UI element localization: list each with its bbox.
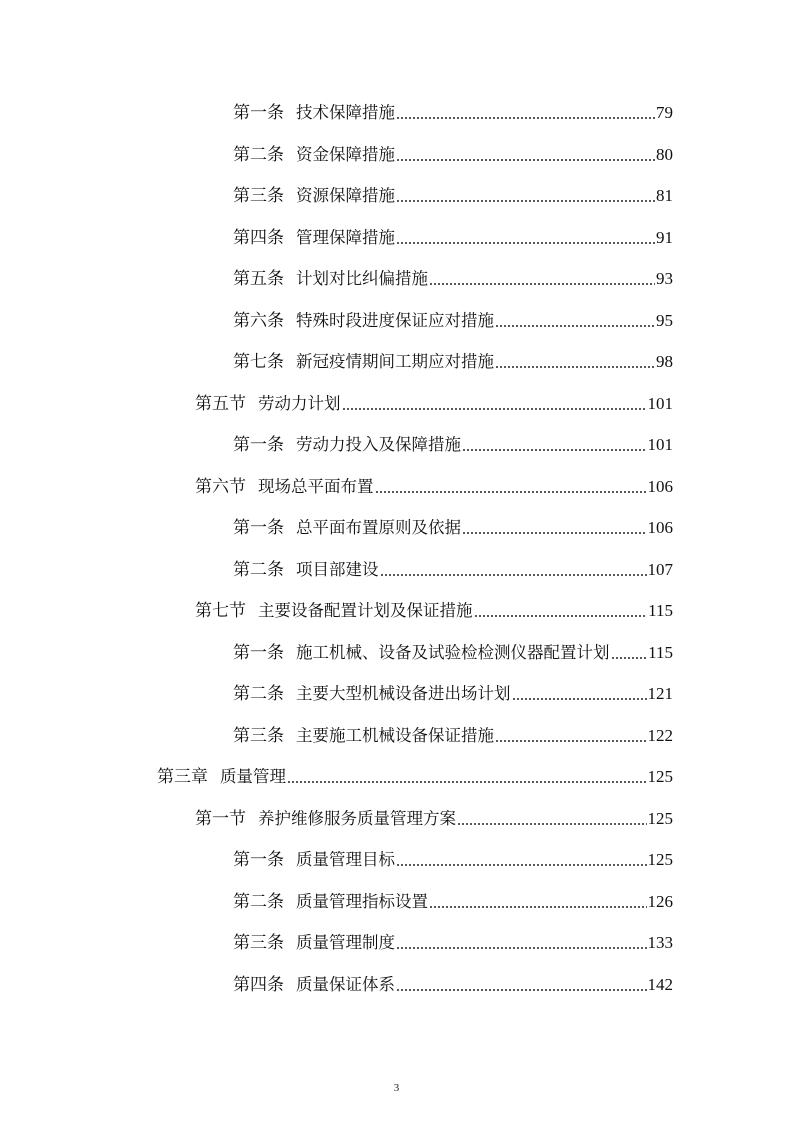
dot-leader bbox=[512, 698, 647, 700]
toc-entry[interactable] bbox=[233, 304, 673, 332]
entry-page-number: 142 bbox=[647, 975, 673, 994]
entry-page-number: 106 bbox=[647, 518, 673, 537]
entry-number: 第四条 bbox=[233, 975, 284, 995]
entry-number: 第二条 bbox=[233, 560, 284, 580]
entry-title: 主要大型机械设备进出场计划 bbox=[296, 684, 511, 703]
entry-number: 第一条 bbox=[233, 643, 284, 663]
dot-leader bbox=[495, 325, 655, 327]
dot-leader bbox=[396, 242, 655, 244]
entry-number: 第六条 bbox=[233, 311, 284, 331]
entry-number: 第七条 bbox=[233, 352, 284, 372]
dot-leader bbox=[611, 657, 648, 659]
dot-leader bbox=[380, 574, 647, 576]
entry-title: 劳动力投入及保障措施 bbox=[296, 435, 461, 454]
dot-leader bbox=[396, 200, 655, 202]
dot-leader bbox=[474, 615, 648, 617]
entry-page-number: 115 bbox=[648, 601, 673, 620]
entry-number: 第二条 bbox=[233, 145, 284, 165]
toc-entry[interactable] bbox=[233, 179, 673, 207]
toc-entry[interactable] bbox=[233, 428, 673, 456]
entry-title: 质量管理 bbox=[220, 767, 286, 786]
toc-entry[interactable] bbox=[233, 262, 673, 290]
toc-entry[interactable] bbox=[233, 511, 673, 539]
entry-page-number: 121 bbox=[647, 684, 673, 703]
entry-number: 第五条 bbox=[233, 269, 284, 289]
toc-entry[interactable] bbox=[233, 96, 673, 124]
dot-leader bbox=[396, 159, 655, 161]
entry-number: 第四条 bbox=[233, 228, 284, 248]
entry-page-number: 115 bbox=[648, 643, 673, 662]
entry-title: 质量管理指标设置 bbox=[296, 892, 428, 911]
dot-leader bbox=[429, 283, 655, 285]
entry-page-number: 101 bbox=[647, 394, 673, 413]
entry-number: 第一条 bbox=[233, 850, 284, 870]
entry-number: 第七节 bbox=[195, 601, 246, 621]
entry-title: 项目部建设 bbox=[296, 560, 379, 579]
toc-entry[interactable] bbox=[233, 926, 673, 954]
dot-leader bbox=[396, 864, 647, 866]
entry-number: 第三条 bbox=[233, 186, 284, 206]
toc-entry[interactable] bbox=[157, 760, 673, 788]
toc-entry[interactable] bbox=[195, 470, 673, 498]
entry-title: 劳动力计划 bbox=[258, 394, 341, 413]
entry-page-number: 125 bbox=[647, 850, 673, 869]
entry-title: 养护维修服务质量管理方案 bbox=[258, 809, 456, 828]
dot-leader bbox=[462, 449, 647, 451]
toc-entry[interactable] bbox=[233, 345, 673, 373]
entry-title: 新冠疫情期间工期应对措施 bbox=[296, 352, 494, 371]
dot-leader bbox=[396, 989, 647, 991]
toc-entry[interactable] bbox=[233, 968, 673, 996]
toc-entry[interactable] bbox=[233, 553, 673, 581]
toc-entry[interactable] bbox=[195, 802, 673, 830]
entry-page-number: 101 bbox=[647, 435, 673, 454]
entry-title: 计划对比纠偏措施 bbox=[296, 269, 428, 288]
entry-title: 总平面布置原则及依据 bbox=[296, 518, 461, 537]
entry-page-number: 93 bbox=[656, 269, 673, 288]
toc-entry[interactable] bbox=[233, 843, 673, 871]
entry-title: 资金保障措施 bbox=[296, 145, 395, 164]
dot-leader bbox=[462, 532, 647, 534]
dot-leader bbox=[342, 408, 647, 410]
entry-title: 现场总平面布置 bbox=[258, 477, 374, 496]
entry-title: 质量保证体系 bbox=[296, 975, 395, 994]
entry-number: 第五节 bbox=[195, 394, 246, 414]
entry-number: 第一条 bbox=[233, 518, 284, 538]
entry-title: 主要设备配置计划及保证措施 bbox=[258, 601, 473, 620]
page-number-footer: 3 bbox=[393, 1082, 400, 1094]
entry-title: 施工机械、设备及试验检检测仪器配置计划 bbox=[296, 643, 610, 662]
dot-leader bbox=[457, 823, 647, 825]
entry-number: 第三章 bbox=[157, 767, 208, 787]
entry-page-number: 133 bbox=[647, 933, 673, 952]
entry-title: 技术保障措施 bbox=[296, 103, 395, 122]
entry-page-number: 122 bbox=[647, 726, 673, 745]
dot-leader bbox=[396, 947, 647, 949]
entry-number: 第二条 bbox=[233, 684, 284, 704]
dot-leader bbox=[495, 366, 655, 368]
entry-title: 主要施工机械设备保证措施 bbox=[296, 726, 494, 745]
entry-page-number: 107 bbox=[647, 560, 673, 579]
toc-entry[interactable] bbox=[195, 594, 673, 622]
dot-leader bbox=[287, 781, 647, 783]
entry-page-number: 95 bbox=[656, 311, 673, 330]
entry-page-number: 126 bbox=[647, 892, 673, 911]
entry-number: 第六节 bbox=[195, 477, 246, 497]
toc-entry[interactable] bbox=[233, 636, 673, 664]
entry-title: 特殊时段进度保证应对措施 bbox=[296, 311, 494, 330]
toc-entry[interactable] bbox=[233, 677, 673, 705]
entry-number: 第一条 bbox=[233, 435, 284, 455]
dot-leader bbox=[495, 740, 647, 742]
entry-number: 第一条 bbox=[233, 103, 284, 123]
entry-page-number: 98 bbox=[656, 352, 673, 371]
entry-page-number: 125 bbox=[647, 809, 673, 828]
entry-title: 质量管理目标 bbox=[296, 850, 395, 869]
toc-entry[interactable] bbox=[233, 719, 673, 747]
toc-entry[interactable] bbox=[233, 221, 673, 249]
toc-entry[interactable] bbox=[195, 387, 673, 415]
dot-leader bbox=[396, 117, 655, 119]
entry-page-number: 80 bbox=[656, 145, 673, 164]
entry-number: 第三条 bbox=[233, 933, 284, 953]
entry-title: 质量管理制度 bbox=[296, 933, 395, 952]
entry-page-number: 91 bbox=[656, 228, 673, 247]
toc-entry[interactable] bbox=[233, 885, 673, 913]
dot-leader bbox=[375, 491, 647, 493]
entry-page-number: 79 bbox=[656, 103, 673, 122]
entry-title: 管理保障措施 bbox=[296, 228, 395, 247]
entry-title: 资源保障措施 bbox=[296, 186, 395, 205]
entry-number: 第三条 bbox=[233, 726, 284, 746]
entry-number: 第二条 bbox=[233, 892, 284, 912]
entry-page-number: 106 bbox=[647, 477, 673, 496]
entry-number: 第一节 bbox=[195, 809, 246, 829]
entry-page-number: 125 bbox=[647, 767, 673, 786]
dot-leader bbox=[429, 906, 647, 908]
entry-page-number: 81 bbox=[656, 186, 673, 205]
toc-entry[interactable] bbox=[233, 138, 673, 166]
